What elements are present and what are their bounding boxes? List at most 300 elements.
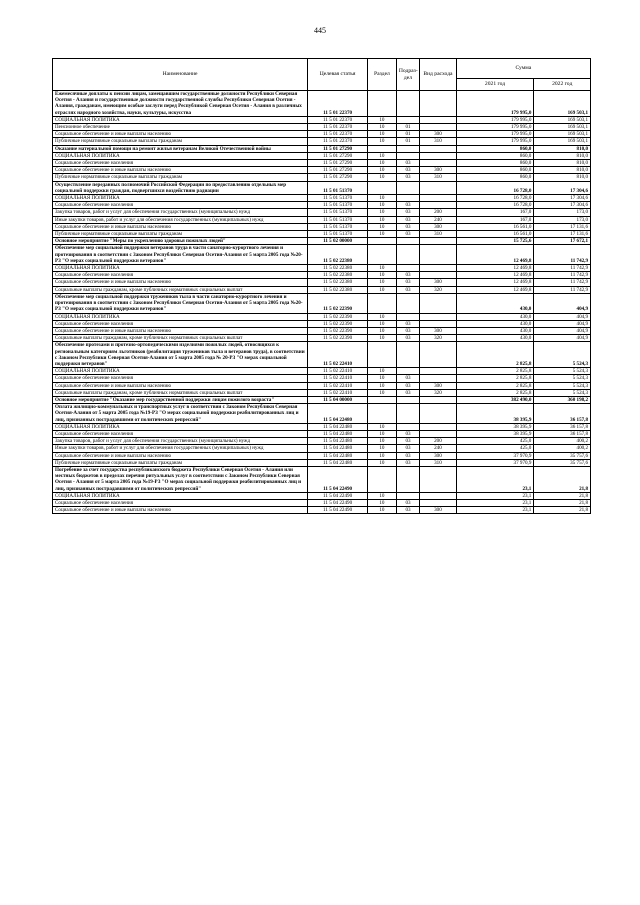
- row-name: Основное мероприятие "Оказание мер государственной поддержки лицам пожилого возраста": [53, 396, 308, 403]
- row-target-code: 11 5 04 22480: [308, 452, 368, 459]
- row-name: Погребение за счет государства республиканского бюджета Республики Северная Осетия - Алания или местных бюджетов в пределах перечня ритуальных услуг в соответствии с Законом Республики Северная Осетия - Алания от 5 марта 2005 года №19-РЗ "О мерах социальной поддержки реабилитированных лиц и лиц, признанных пострадавшими от политических репрессий": [53, 466, 308, 492]
- row-sum-2021: 2 825,8: [456, 368, 534, 375]
- row-subsection: 03: [396, 459, 419, 466]
- page-number: 445: [314, 26, 326, 35]
- row-expense-type: [420, 152, 457, 159]
- table-row: [53, 452, 591, 459]
- row-target-code: 11 5 02 00000: [308, 238, 368, 245]
- row-name: Социальные выплаты гражданам, кроме публичных нормативных социальных выплат: [53, 335, 308, 342]
- row-section: 10: [368, 430, 397, 437]
- row-name: Социальное обеспечение населения: [53, 430, 308, 437]
- row-subsection: 03: [396, 382, 419, 389]
- row-sum-2021: 16 728,0: [456, 181, 534, 194]
- row-expense-type: [420, 430, 457, 437]
- row-sum-2021: 37 970,9: [456, 459, 534, 466]
- row-expense-type: [420, 499, 457, 506]
- row-name: Социальное обеспечение населения: [53, 499, 308, 506]
- row-name: Публичные нормативные социальные выплаты гражданам: [53, 138, 308, 145]
- row-subsection: 03: [396, 335, 419, 342]
- row-target-code: 11 5 02 22410: [308, 368, 368, 375]
- row-sum-2021: 38 395,9: [456, 430, 534, 437]
- row-sum-2022: 404,9: [534, 327, 591, 334]
- row-name: СОЦИАЛЬНАЯ ПОЛИТИКА: [53, 492, 308, 499]
- table-row: [53, 265, 591, 272]
- row-expense-type: 310: [420, 174, 457, 181]
- row-section: [368, 238, 397, 245]
- table-row: [53, 430, 591, 437]
- row-expense-type: 310: [420, 459, 457, 466]
- row-name: Социальное обеспечение и иные выплаты населению: [53, 452, 308, 459]
- row-target-code: 11 5 04 22490: [308, 466, 368, 492]
- row-subsection: 01: [396, 124, 419, 131]
- row-target-code: 11 5 04 22480: [308, 404, 368, 424]
- row-subsection: [396, 404, 419, 424]
- row-name: Социальные выплаты гражданам, кроме публичных нормативных социальных выплат: [53, 286, 308, 293]
- table-row: [53, 375, 591, 382]
- row-target-code: 11 5 04 22490: [308, 499, 368, 506]
- table-row: [53, 238, 591, 245]
- row-subsection: 03: [396, 452, 419, 459]
- row-section: 10: [368, 327, 397, 334]
- row-sum-2021: 38 395,9: [456, 423, 534, 430]
- row-expense-type: [420, 195, 457, 202]
- row-name: Иные закупки товаров, работ и услуг для обеспечения государственных (муниципальных) нужд: [53, 216, 308, 223]
- row-sum-2021: 12 469,8: [456, 265, 534, 272]
- row-section: 10: [368, 375, 397, 382]
- row-target-code: 11 5 02 22380: [308, 272, 368, 279]
- row-sum-2021: 179 995,0: [456, 131, 534, 138]
- header-year-2021: 2021 год: [456, 79, 534, 91]
- row-subsection: 03: [396, 286, 419, 293]
- row-subsection: [396, 396, 419, 403]
- table-row: [53, 231, 591, 238]
- row-sum-2021: 16 561,0: [456, 223, 534, 230]
- table-row: [53, 195, 591, 202]
- table-row: [53, 286, 591, 293]
- row-sum-2022: 17 131,6: [534, 223, 591, 230]
- row-subsection: 03: [396, 499, 419, 506]
- row-name: СОЦИАЛЬНАЯ ПОЛИТИКА: [53, 368, 308, 375]
- row-expense-type: 240: [420, 216, 457, 223]
- table-row: [53, 327, 591, 334]
- row-expense-type: [420, 293, 457, 313]
- row-section: 10: [368, 459, 397, 466]
- row-sum-2022: 400,2: [534, 445, 591, 452]
- row-expense-type: 300: [420, 167, 457, 174]
- row-target-code: 11 5 01 51370: [308, 216, 368, 223]
- row-section: 10: [368, 507, 397, 514]
- row-sum-2022: 5 524,3: [534, 382, 591, 389]
- table-row: [53, 181, 591, 194]
- row-name: Оказание материальной помощи на ремонт жилья ветеранам Великой Отечественной войны: [53, 145, 308, 152]
- row-target-code: 11 5 02 22410: [308, 375, 368, 382]
- table-row: [53, 382, 591, 389]
- row-sum-2022: 35 757,6: [534, 459, 591, 466]
- row-target-code: 11 5 01 51370: [308, 195, 368, 202]
- row-subsection: [396, 265, 419, 272]
- row-section: 10: [368, 223, 397, 230]
- row-sum-2022: 810,0: [534, 167, 591, 174]
- row-sum-2022: 11 742,9: [534, 245, 591, 265]
- row-name: СОЦИАЛЬНАЯ ПОЛИТИКА: [53, 423, 308, 430]
- row-subsection: [396, 152, 419, 159]
- row-sum-2021: 430,0: [456, 335, 534, 342]
- row-sum-2021: 12 469,8: [456, 279, 534, 286]
- row-sum-2021: 16 561,0: [456, 231, 534, 238]
- row-sum-2022: 173,0: [534, 209, 591, 216]
- header-sums: Сумма: [456, 59, 590, 79]
- row-subsection: [396, 238, 419, 245]
- row-target-code: 11 5 04 22490: [308, 507, 368, 514]
- row-expense-type: 240: [420, 445, 457, 452]
- row-target-code: 11 5 02 22410: [308, 342, 368, 368]
- row-sum-2021: 12 469,8: [456, 286, 534, 293]
- row-target-code: 11 5 02 22390: [308, 293, 368, 313]
- row-sum-2021: 16 728,0: [456, 195, 534, 202]
- table-row: [53, 445, 591, 452]
- row-target-code: 11 5 02 22390: [308, 335, 368, 342]
- row-name: Социальное обеспечение населения: [53, 160, 308, 167]
- row-name: Основное мероприятие "Меры по укреплению здоровья пожилых людей": [53, 238, 308, 245]
- row-target-code: 11 5 01 27290: [308, 152, 368, 159]
- row-sum-2022: 11 742,9: [534, 279, 591, 286]
- row-target-code: 11 5 04 22480: [308, 438, 368, 445]
- row-expense-type: [420, 202, 457, 209]
- row-section: 10: [368, 313, 397, 320]
- budget-table: [52, 58, 591, 514]
- row-name: Социальное обеспечение и иные выплаты населению: [53, 382, 308, 389]
- row-expense-type: 320: [420, 286, 457, 293]
- header-subsection: Подраз-дел: [396, 59, 419, 91]
- row-subsection: [396, 91, 419, 117]
- table-row: [53, 492, 591, 499]
- row-sum-2021: 37 970,9: [456, 452, 534, 459]
- row-subsection: [396, 181, 419, 194]
- row-section: 10: [368, 452, 397, 459]
- table-row: [53, 313, 591, 320]
- row-expense-type: [420, 238, 457, 245]
- row-expense-type: [420, 265, 457, 272]
- row-name: СОЦИАЛЬНАЯ ПОЛИТИКА: [53, 195, 308, 202]
- row-section: 10: [368, 116, 397, 123]
- row-target-code: 11 5 01 27290: [308, 145, 368, 152]
- row-subsection: 03: [396, 202, 419, 209]
- row-section: [368, 396, 397, 403]
- row-section: [368, 181, 397, 194]
- row-name: Публичные нормативные социальные выплаты гражданам: [53, 459, 308, 466]
- row-name: Социальные выплаты гражданам, кроме публичных нормативных социальных выплат: [53, 389, 308, 396]
- row-section: 10: [368, 423, 397, 430]
- row-target-code: 11 5 01 22370: [308, 131, 368, 138]
- row-sum-2021: 2 825,8: [456, 389, 534, 396]
- row-sum-2021: 860,0: [456, 152, 534, 159]
- row-expense-type: [420, 145, 457, 152]
- table-row: [53, 124, 591, 131]
- row-target-code: 11 5 04 22480: [308, 445, 368, 452]
- row-name: Закупка товаров, работ и услуг для обеспечения государственных (муниципальных) нужд: [53, 209, 308, 216]
- row-target-code: 11 5 01 51370: [308, 181, 368, 194]
- row-expense-type: [420, 320, 457, 327]
- row-subsection: 03: [396, 279, 419, 286]
- row-name: Закупка товаров, работ и услуг для обеспечения государственных (муниципальных) нужд: [53, 438, 308, 445]
- row-section: 10: [368, 492, 397, 499]
- row-target-code: 11 5 01 22370: [308, 116, 368, 123]
- row-expense-type: [420, 124, 457, 131]
- row-section: 10: [368, 167, 397, 174]
- row-target-code: 11 5 01 51370: [308, 209, 368, 216]
- row-section: [368, 342, 397, 368]
- row-section: 10: [368, 389, 397, 396]
- row-expense-type: [420, 423, 457, 430]
- row-subsection: 01: [396, 131, 419, 138]
- row-sum-2022: 21,8: [534, 499, 591, 506]
- row-subsection: 03: [396, 223, 419, 230]
- table-row: [53, 138, 591, 145]
- row-subsection: 03: [396, 327, 419, 334]
- row-section: 10: [368, 216, 397, 223]
- row-expense-type: 320: [420, 389, 457, 396]
- row-section: 10: [368, 124, 397, 131]
- row-sum-2022: 17 304,6: [534, 195, 591, 202]
- table-row: [53, 320, 591, 327]
- row-name: СОЦИАЛЬНАЯ ПОЛИТИКА: [53, 152, 308, 159]
- row-name: Публичные нормативные социальные выплаты гражданам: [53, 231, 308, 238]
- table-row: [53, 335, 591, 342]
- row-section: 10: [368, 202, 397, 209]
- row-expense-type: [420, 160, 457, 167]
- row-name: Пенсионное обеспечение: [53, 124, 308, 131]
- row-target-code: 11 5 01 51370: [308, 231, 368, 238]
- row-expense-type: [420, 181, 457, 194]
- header-expense-type: Вид расхода: [420, 59, 457, 91]
- row-sum-2022: 17 304,6: [534, 181, 591, 194]
- row-name: Социальное обеспечение и иные выплаты населению: [53, 327, 308, 334]
- row-section: 10: [368, 209, 397, 216]
- row-sum-2022: 173,0: [534, 216, 591, 223]
- table-row: [53, 174, 591, 181]
- row-sum-2021: 430,0: [456, 293, 534, 313]
- row-section: 10: [368, 195, 397, 202]
- row-subsection: [396, 313, 419, 320]
- row-name: СОЦИАЛЬНАЯ ПОЛИТИКА: [53, 313, 308, 320]
- table-row: [53, 507, 591, 514]
- row-section: 10: [368, 279, 397, 286]
- row-sum-2021: 2 825,8: [456, 342, 534, 368]
- row-subsection: [396, 116, 419, 123]
- row-sum-2022: 35 757,6: [534, 452, 591, 459]
- row-name: Социальное обеспечение и иные выплаты населению: [53, 131, 308, 138]
- row-section: 10: [368, 160, 397, 167]
- row-expense-type: [420, 272, 457, 279]
- row-section: 10: [368, 138, 397, 145]
- row-sum-2021: 23,1: [456, 499, 534, 506]
- row-sum-2022: 36 157,8: [534, 404, 591, 424]
- row-sum-2022: 17 304,6: [534, 202, 591, 209]
- row-subsection: 03: [396, 272, 419, 279]
- row-subsection: 03: [396, 167, 419, 174]
- row-sum-2021: 167,0: [456, 209, 534, 216]
- row-section: [368, 293, 397, 313]
- table-row: [53, 279, 591, 286]
- row-expense-type: [420, 116, 457, 123]
- header-section: Раздел: [368, 59, 397, 91]
- table-row: [53, 293, 591, 313]
- row-sum-2022: 5 524,3: [534, 342, 591, 368]
- row-section: 10: [368, 152, 397, 159]
- row-sum-2021: 179 995,0: [456, 124, 534, 131]
- row-sum-2021: 860,0: [456, 167, 534, 174]
- row-sum-2022: 810,0: [534, 174, 591, 181]
- row-name: Социальное обеспечение и иные выплаты населению: [53, 167, 308, 174]
- table-row: [53, 272, 591, 279]
- row-name: Социальное обеспечение и иные выплаты населению: [53, 279, 308, 286]
- row-section: [368, 466, 397, 492]
- row-name: СОЦИАЛЬНАЯ ПОЛИТИКА: [53, 265, 308, 272]
- row-target-code: 11 5 02 22390: [308, 327, 368, 334]
- row-subsection: 03: [396, 438, 419, 445]
- row-expense-type: [420, 342, 457, 368]
- row-target-code: 11 5 02 22380: [308, 265, 368, 272]
- table-row: [53, 131, 591, 138]
- row-section: 10: [368, 438, 397, 445]
- row-section: 10: [368, 499, 397, 506]
- table-row: [53, 423, 591, 430]
- row-name: Ежемесячные доплаты к пенсии лицам, замещавшим государственные должности Республики Северная Осетия - Алания и государственные должности государственной службы Республики Северная Осетия - Алания, гражданам, имеющим особые заслуги перед Республикой Северная Осетия - Алания в различных отраслях народного хозяйства, науки, культуры, искусства: [53, 91, 308, 117]
- row-sum-2021: 16 728,0: [456, 202, 534, 209]
- table-row: [53, 91, 591, 117]
- row-name: Социальное обеспечение населения: [53, 272, 308, 279]
- row-sum-2022: 11 742,9: [534, 286, 591, 293]
- table-row: [53, 389, 591, 396]
- row-expense-type: 200: [420, 209, 457, 216]
- row-sum-2022: 169 503,1: [534, 116, 591, 123]
- table-row: [53, 160, 591, 167]
- row-sum-2022: 5 524,3: [534, 389, 591, 396]
- row-name: Социальное обеспечение и иные выплаты населению: [53, 507, 308, 514]
- row-subsection: 03: [396, 507, 419, 514]
- row-sum-2021: 15 725,6: [456, 238, 534, 245]
- row-sum-2022: 5 524,3: [534, 368, 591, 375]
- row-section: 10: [368, 231, 397, 238]
- row-subsection: 03: [396, 231, 419, 238]
- row-name: Иные закупки товаров, работ и услуг для обеспечения государственных (муниципальных) нужд: [53, 445, 308, 452]
- row-expense-type: 300: [420, 223, 457, 230]
- row-target-code: 11 5 01 27290: [308, 167, 368, 174]
- row-subsection: [396, 492, 419, 499]
- row-sum-2022: 17 131,6: [534, 231, 591, 238]
- row-subsection: 03: [396, 375, 419, 382]
- row-section: 10: [368, 368, 397, 375]
- row-name: Социальное обеспечение населения: [53, 320, 308, 327]
- row-target-code: 11 5 02 22390: [308, 320, 368, 327]
- row-subsection: [396, 245, 419, 265]
- row-target-code: 11 5 04 22480: [308, 459, 368, 466]
- header-target: Целевая статья: [308, 59, 368, 91]
- header-name: Наименование: [53, 59, 308, 91]
- row-sum-2022: 400,2: [534, 438, 591, 445]
- row-target-code: 11 5 01 51370: [308, 223, 368, 230]
- row-subsection: [396, 145, 419, 152]
- row-expense-type: 300: [420, 327, 457, 334]
- row-sum-2021: 23,1: [456, 492, 534, 499]
- row-sum-2022: 404,9: [534, 320, 591, 327]
- row-subsection: 03: [396, 320, 419, 327]
- row-sum-2021: 860,0: [456, 145, 534, 152]
- table-row: [53, 438, 591, 445]
- row-expense-type: [420, 466, 457, 492]
- row-target-code: 11 5 02 22380: [308, 286, 368, 293]
- row-sum-2021: 382 490,0: [456, 396, 534, 403]
- row-name: Социальное обеспечение населения: [53, 202, 308, 209]
- row-name: Обеспечение мер социальной поддержки тружеников тыла в части санаторно-курортного лечения и протезирования в соответствии с Законом Республики Северная Осетия-Алания от 5 марта 2005 года №20-РЗ "О мерах социальной поддержки ветеранов": [53, 293, 308, 313]
- row-sum-2022: 404,9: [534, 335, 591, 342]
- table-row: [53, 342, 591, 368]
- table-row: [53, 404, 591, 424]
- row-expense-type: [420, 396, 457, 403]
- row-name: Оплата жилищно-коммунальных и транспортных услуг в соответствии с Законом Республики Северная Осетия-Алания от 5 марта 2005 года №19-РЗ "О мерах социальной поддержки реабилитированных лиц и лиц, признанных пострадавшими от политических репрессий": [53, 404, 308, 424]
- row-section: 10: [368, 382, 397, 389]
- row-section: 10: [368, 174, 397, 181]
- row-section: [368, 91, 397, 117]
- row-sum-2022: 404,9: [534, 293, 591, 313]
- row-expense-type: 310: [420, 138, 457, 145]
- row-section: 10: [368, 272, 397, 279]
- row-sum-2021: 425,0: [456, 438, 534, 445]
- row-target-code: 11 5 01 22370: [308, 124, 368, 131]
- row-target-code: 11 5 02 22380: [308, 245, 368, 265]
- header-year-2022: 2022 год: [534, 79, 591, 91]
- row-expense-type: 300: [420, 452, 457, 459]
- row-sum-2022: 11 742,9: [534, 272, 591, 279]
- row-section: [368, 245, 397, 265]
- row-name: Осуществление переданных полномочий Российской Федерации по предоставлению отдельных мер социальной поддержки граждан, подвергшихся воздействию радиации: [53, 181, 308, 194]
- row-sum-2021: 430,0: [456, 313, 534, 320]
- row-target-code: 11 5 01 27290: [308, 174, 368, 181]
- row-target-code: 11 5 04 22480: [308, 430, 368, 437]
- row-expense-type: 310: [420, 231, 457, 238]
- row-sum-2022: 21,8: [534, 466, 591, 492]
- row-sum-2022: 36 157,8: [534, 430, 591, 437]
- row-target-code: 11 5 01 22370: [308, 138, 368, 145]
- row-sum-2021: 430,0: [456, 320, 534, 327]
- row-target-code: 11 5 02 22410: [308, 389, 368, 396]
- table-row: [53, 466, 591, 492]
- row-name: Публичные нормативные социальные выплаты гражданам: [53, 174, 308, 181]
- row-name: Социальное обеспечение населения: [53, 375, 308, 382]
- table-row: [53, 167, 591, 174]
- row-name: СОЦИАЛЬНАЯ ПОЛИТИКА: [53, 116, 308, 123]
- row-sum-2022: 169 503,1: [534, 138, 591, 145]
- row-subsection: 03: [396, 430, 419, 437]
- table-row: [53, 223, 591, 230]
- row-subsection: [396, 368, 419, 375]
- row-sum-2022: 810,0: [534, 145, 591, 152]
- row-name: Социальное обеспечение и иные выплаты населению: [53, 223, 308, 230]
- row-section: 10: [368, 265, 397, 272]
- row-sum-2021: 430,0: [456, 327, 534, 334]
- row-target-code: 11 5 02 22380: [308, 279, 368, 286]
- table-row: [53, 368, 591, 375]
- row-sum-2022: 11 742,9: [534, 265, 591, 272]
- row-sum-2022: 360 198,2: [534, 396, 591, 403]
- row-target-code: 11 5 01 22370: [308, 91, 368, 117]
- table-row: [53, 396, 591, 403]
- table-row: [53, 499, 591, 506]
- row-sum-2021: 167,0: [456, 216, 534, 223]
- row-sum-2021: 860,0: [456, 160, 534, 167]
- row-sum-2021: 38 395,9: [456, 404, 534, 424]
- row-expense-type: 300: [420, 279, 457, 286]
